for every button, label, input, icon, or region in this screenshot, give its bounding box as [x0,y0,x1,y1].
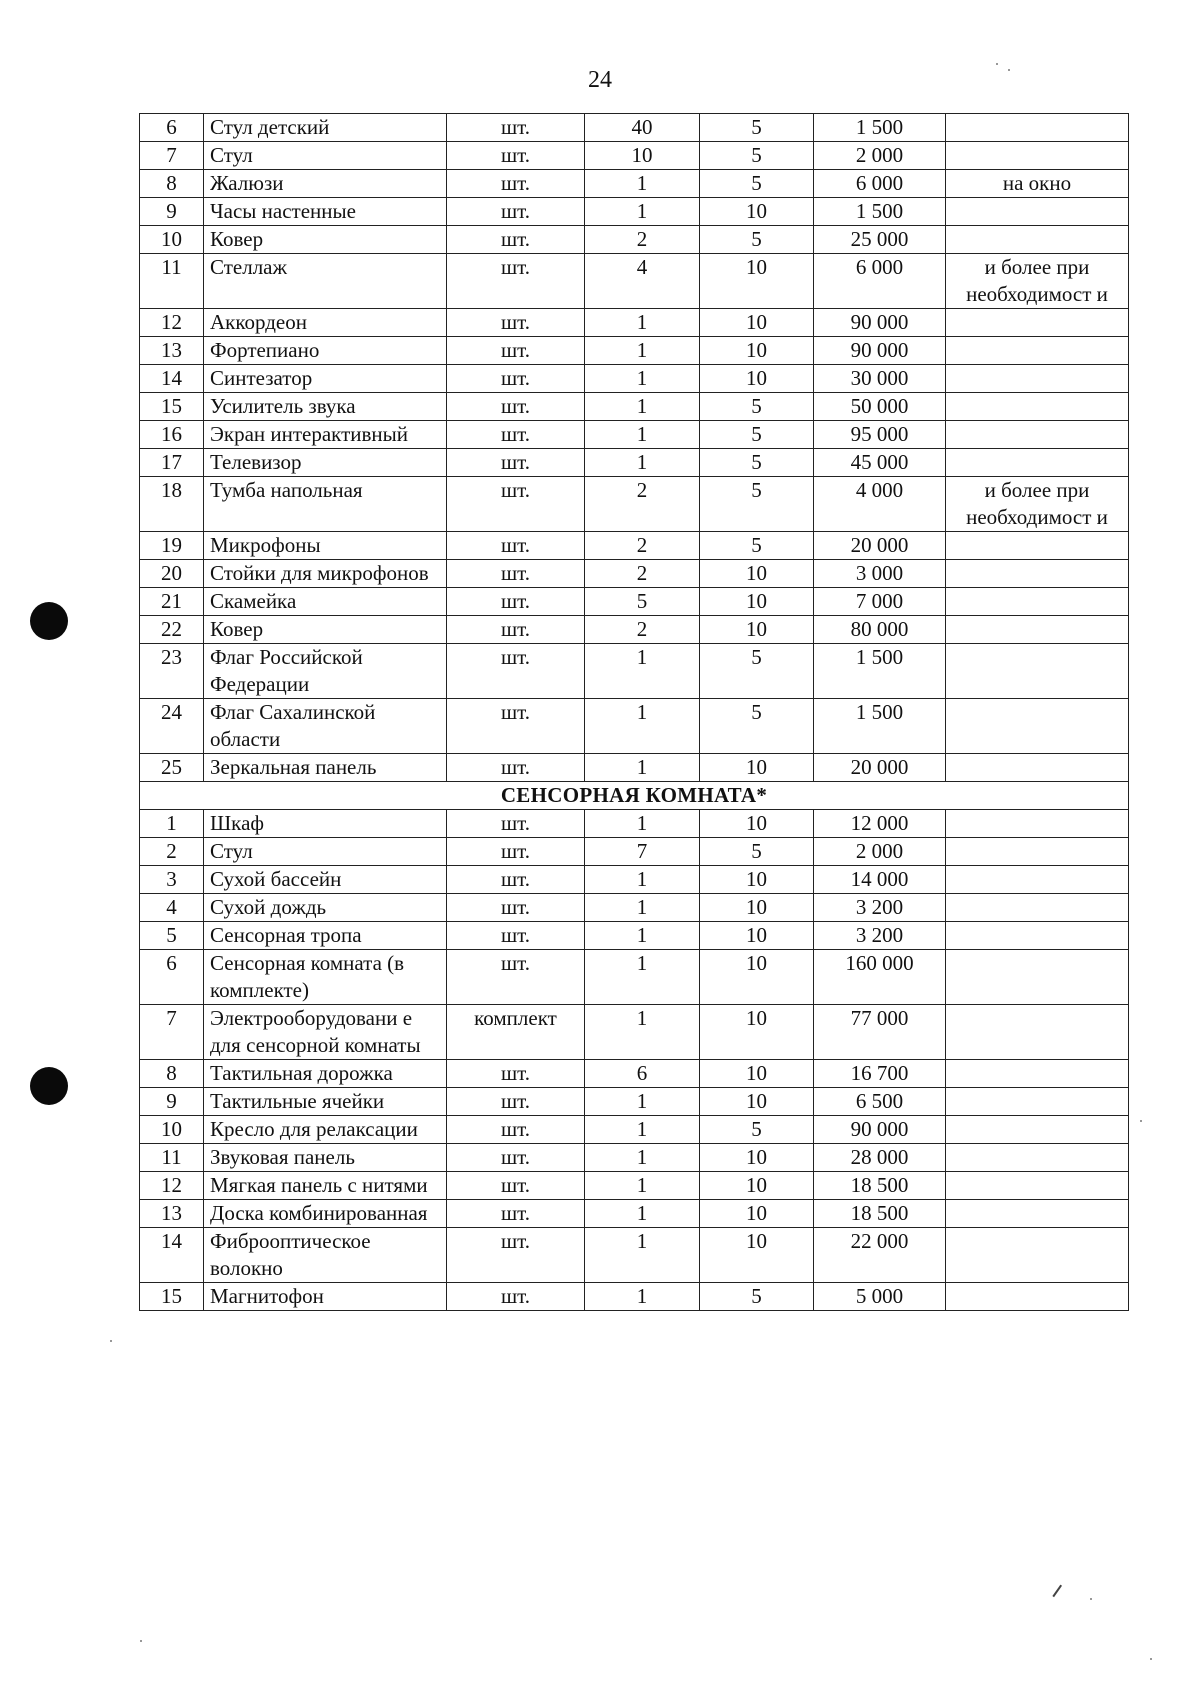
quantity-cell: 40 [585,114,700,142]
quantity-cell: 1 [585,894,700,922]
price-cell: 14 000 [814,866,946,894]
unit-cell: шт. [447,616,585,644]
table-row [140,644,1129,699]
table-row [140,950,1129,1005]
row-number: 8 [140,170,204,198]
note-cell [946,226,1129,254]
table-row [140,309,1129,337]
note-cell: и более при необходимост и [946,254,1129,309]
table-row [140,170,1129,198]
quantity-cell: 1 [585,810,700,838]
row-number: 7 [140,1005,204,1060]
quantity-cell: 1 [585,365,700,393]
unit-cell: шт. [447,393,585,421]
quantity-cell: 1 [585,1172,700,1200]
quantity-cell: 1 [585,644,700,699]
quantity-cell: 2 [585,226,700,254]
service-years-cell: 5 [700,142,814,170]
scan-speck [1008,69,1010,71]
quantity-cell: 2 [585,477,700,532]
table-row [140,532,1129,560]
note-cell [946,1088,1129,1116]
price-cell: 50 000 [814,393,946,421]
price-cell: 2 000 [814,838,946,866]
quantity-cell: 1 [585,309,700,337]
item-name: Ковер [204,616,447,644]
row-number: 23 [140,644,204,699]
service-years-cell: 10 [700,1200,814,1228]
item-name: Стойки для микрофонов [204,560,447,588]
row-number: 9 [140,198,204,226]
unit-cell: шт. [447,449,585,477]
item-name: Синтезатор [204,365,447,393]
quantity-cell: 1 [585,1088,700,1116]
table-row [140,560,1129,588]
row-number: 21 [140,588,204,616]
item-name: Скамейка [204,588,447,616]
item-name: Микрофоны [204,532,447,560]
unit-cell: шт. [447,838,585,866]
note-cell [946,337,1129,365]
row-number: 6 [140,114,204,142]
service-years-cell: 10 [700,754,814,782]
price-cell: 20 000 [814,754,946,782]
note-cell [946,838,1129,866]
table-row [140,226,1129,254]
quantity-cell: 1 [585,754,700,782]
service-years-cell: 10 [700,1144,814,1172]
row-number: 4 [140,894,204,922]
item-name: Фиброоптическое волокно [204,1228,447,1283]
service-years-cell: 10 [700,1005,814,1060]
unit-cell: шт. [447,226,585,254]
table-row [140,616,1129,644]
item-name: Флаг Сахалинской области [204,699,447,754]
service-years-cell: 5 [700,532,814,560]
unit-cell: шт. [447,894,585,922]
service-years-cell: 10 [700,588,814,616]
note-cell [946,616,1129,644]
price-cell: 6 500 [814,1088,946,1116]
price-cell: 25 000 [814,226,946,254]
unit-cell: шт. [447,1060,585,1088]
service-years-cell: 10 [700,1088,814,1116]
note-cell [946,754,1129,782]
note-cell [946,1060,1129,1088]
item-name: Флаг Российской Федерации [204,644,447,699]
unit-cell: шт. [447,198,585,226]
service-years-cell: 10 [700,950,814,1005]
note-cell [946,1144,1129,1172]
price-cell: 1 500 [814,644,946,699]
service-years-cell: 10 [700,866,814,894]
row-number: 16 [140,421,204,449]
item-name: Экран интерактивный [204,421,447,449]
service-years-cell: 5 [700,114,814,142]
quantity-cell: 6 [585,1060,700,1088]
service-years-cell: 10 [700,1228,814,1283]
note-cell [946,1116,1129,1144]
unit-cell: шт. [447,950,585,1005]
price-cell: 80 000 [814,616,946,644]
row-number: 7 [140,142,204,170]
item-name: Сенсорная комната (в комплекте) [204,950,447,1005]
note-cell [946,1005,1129,1060]
quantity-cell: 2 [585,560,700,588]
service-years-cell: 10 [700,894,814,922]
note-cell [946,114,1129,142]
service-years-cell: 10 [700,254,814,309]
quantity-cell: 1 [585,198,700,226]
item-name: Часы настенные [204,198,447,226]
note-cell [946,142,1129,170]
price-cell: 1 500 [814,699,946,754]
price-cell: 3 000 [814,560,946,588]
item-name: Ковер [204,226,447,254]
service-years-cell: 5 [700,699,814,754]
item-name: Звуковая панель [204,1144,447,1172]
price-cell: 45 000 [814,449,946,477]
row-number: 10 [140,1116,204,1144]
table-row [140,1200,1129,1228]
item-name: Шкаф [204,810,447,838]
item-name: Жалюзи [204,170,447,198]
row-number: 18 [140,477,204,532]
quantity-cell: 2 [585,616,700,644]
note-cell [946,1200,1129,1228]
item-name: Зеркальная панель [204,754,447,782]
unit-cell: шт. [447,170,585,198]
table-row [140,922,1129,950]
row-number: 2 [140,838,204,866]
table-row [140,421,1129,449]
table-row [140,142,1129,170]
service-years-cell: 5 [700,1283,814,1311]
quantity-cell: 1 [585,1200,700,1228]
quantity-cell: 2 [585,532,700,560]
row-number: 13 [140,337,204,365]
price-cell: 18 500 [814,1200,946,1228]
item-name: Электрооборудовани е для сенсорной комнаты [204,1005,447,1060]
note-cell [946,393,1129,421]
punch-hole-lower [30,1067,68,1105]
table-row [140,699,1129,754]
scan-speck [110,1340,112,1342]
price-cell: 5 000 [814,1283,946,1311]
unit-cell: шт. [447,560,585,588]
scan-speck [996,63,998,65]
unit-cell: шт. [447,1088,585,1116]
price-cell: 3 200 [814,922,946,950]
item-name: Фортепиано [204,337,447,365]
service-years-cell: 10 [700,922,814,950]
table-body-part1 [140,114,1129,782]
unit-cell: шт. [447,421,585,449]
service-years-cell: 10 [700,198,814,226]
unit-cell: шт. [447,644,585,699]
price-cell: 1 500 [814,198,946,226]
section-row [140,782,1129,810]
row-number: 12 [140,309,204,337]
note-cell [946,810,1129,838]
table-row [140,449,1129,477]
table-row [140,337,1129,365]
table-row [140,254,1129,309]
unit-cell: шт. [447,699,585,754]
price-cell: 22 000 [814,1228,946,1283]
note-cell [946,421,1129,449]
note-cell [946,1172,1129,1200]
item-name: Доска комбинированная [204,1200,447,1228]
service-years-cell: 5 [700,477,814,532]
quantity-cell: 7 [585,838,700,866]
note-cell [946,894,1129,922]
table-row [140,198,1129,226]
inventory-table [139,113,1129,1311]
item-name: Тактильная дорожка [204,1060,447,1088]
note-cell [946,588,1129,616]
item-name: Тумба напольная [204,477,447,532]
note-cell: на окно [946,170,1129,198]
item-name: Кресло для релаксации [204,1116,447,1144]
note-cell [946,449,1129,477]
row-number: 12 [140,1172,204,1200]
section-header [140,782,1129,810]
quantity-cell: 10 [585,142,700,170]
service-years-cell: 10 [700,810,814,838]
note-cell: и более при необходимост и [946,477,1129,532]
unit-cell: шт. [447,922,585,950]
table-row [140,894,1129,922]
price-cell: 1 500 [814,114,946,142]
quantity-cell: 1 [585,699,700,754]
note-cell [946,644,1129,699]
quantity-cell: 1 [585,337,700,365]
unit-cell: шт. [447,532,585,560]
row-number: 5 [140,922,204,950]
quantity-cell: 4 [585,254,700,309]
note-cell [946,309,1129,337]
item-name: Мягкая панель с нитями [204,1172,447,1200]
price-cell: 90 000 [814,1116,946,1144]
price-cell: 30 000 [814,365,946,393]
service-years-cell: 10 [700,560,814,588]
row-number: 22 [140,616,204,644]
unit-cell: шт. [447,477,585,532]
row-number: 20 [140,560,204,588]
row-number: 9 [140,1088,204,1116]
quantity-cell: 1 [585,1005,700,1060]
row-number: 13 [140,1200,204,1228]
unit-cell: шт. [447,754,585,782]
note-cell [946,699,1129,754]
item-name: Усилитель звука [204,393,447,421]
note-cell [946,198,1129,226]
quantity-cell: 1 [585,866,700,894]
table-row [140,754,1129,782]
table-row [140,1116,1129,1144]
table-row [140,1172,1129,1200]
price-cell: 6 000 [814,254,946,309]
unit-cell: шт. [447,1172,585,1200]
row-number: 6 [140,950,204,1005]
service-years-cell: 5 [700,1116,814,1144]
scan-speck [1150,1658,1152,1660]
service-years-cell: 5 [700,421,814,449]
note-cell [946,1283,1129,1311]
quantity-cell: 1 [585,1228,700,1283]
price-cell: 90 000 [814,337,946,365]
row-number: 25 [140,754,204,782]
row-number: 17 [140,449,204,477]
item-name: Сухой дождь [204,894,447,922]
quantity-cell: 1 [585,170,700,198]
note-cell [946,560,1129,588]
row-number: 15 [140,1283,204,1311]
price-cell: 12 000 [814,810,946,838]
note-cell [946,866,1129,894]
table-row [140,1088,1129,1116]
item-name: Телевизор [204,449,447,477]
price-cell: 77 000 [814,1005,946,1060]
note-cell [946,950,1129,1005]
quantity-cell: 1 [585,393,700,421]
scan-speck [140,1640,142,1642]
service-years-cell: 5 [700,449,814,477]
price-cell: 90 000 [814,309,946,337]
table-row [140,1228,1129,1283]
table-row [140,838,1129,866]
quantity-cell: 1 [585,449,700,477]
page-number: 24 [588,67,612,93]
price-cell: 18 500 [814,1172,946,1200]
item-name: Стул [204,838,447,866]
punch-hole-upper [30,602,68,640]
unit-cell: шт. [447,365,585,393]
quantity-cell: 1 [585,1116,700,1144]
service-years-cell: 10 [700,1172,814,1200]
unit-cell: шт. [447,810,585,838]
price-cell: 95 000 [814,421,946,449]
item-name: Магнитофон [204,1283,447,1311]
table-row [140,1060,1129,1088]
price-cell: 3 200 [814,894,946,922]
unit-cell: шт. [447,254,585,309]
quantity-cell: 1 [585,950,700,1005]
unit-cell: шт. [447,1144,585,1172]
quantity-cell: 5 [585,588,700,616]
table-row [140,1283,1129,1311]
item-name: Стул [204,142,447,170]
unit-cell: шт. [447,1283,585,1311]
price-cell: 2 000 [814,142,946,170]
service-years-cell: 5 [700,644,814,699]
quantity-cell: 1 [585,421,700,449]
scan-speck [1090,1598,1092,1600]
row-number: 14 [140,1228,204,1283]
table-row [140,393,1129,421]
item-name: Тактильные ячейки [204,1088,447,1116]
unit-cell: шт. [447,1116,585,1144]
table-row [140,114,1129,142]
table-row [140,365,1129,393]
table-row [140,1144,1129,1172]
price-cell: 6 000 [814,170,946,198]
note-cell [946,922,1129,950]
note-cell [946,1228,1129,1283]
price-cell: 7 000 [814,588,946,616]
unit-cell: шт. [447,114,585,142]
table-row [140,866,1129,894]
item-name: Стул детский [204,114,447,142]
service-years-cell: 10 [700,1060,814,1088]
table-row [140,477,1129,532]
item-name: Аккордеон [204,309,447,337]
unit-cell: шт. [447,309,585,337]
unit-cell: шт. [447,866,585,894]
service-years-cell: 10 [700,337,814,365]
item-name: Сухой бассейн [204,866,447,894]
service-years-cell: 10 [700,309,814,337]
unit-cell: шт. [447,1228,585,1283]
row-number: 11 [140,1144,204,1172]
unit-cell: шт. [447,1200,585,1228]
note-cell [946,365,1129,393]
table-row [140,810,1129,838]
row-number: 10 [140,226,204,254]
table-row [140,588,1129,616]
row-number: 15 [140,393,204,421]
row-number: 1 [140,810,204,838]
unit-cell: комплект [447,1005,585,1060]
section-title: СЕНСОРНАЯ КОМНАТА* [140,782,1129,810]
item-name: Сенсорная тропа [204,922,447,950]
row-number: 14 [140,365,204,393]
service-years-cell: 10 [700,616,814,644]
quantity-cell: 1 [585,1144,700,1172]
price-cell: 4 000 [814,477,946,532]
quantity-cell: 1 [585,922,700,950]
row-number: 11 [140,254,204,309]
unit-cell: шт. [447,588,585,616]
price-cell: 20 000 [814,532,946,560]
price-cell: 28 000 [814,1144,946,1172]
table-body-part2 [140,810,1129,1311]
row-number: 8 [140,1060,204,1088]
unit-cell: шт. [447,142,585,170]
service-years-cell: 5 [700,393,814,421]
quantity-cell: 1 [585,1283,700,1311]
unit-cell: шт. [447,337,585,365]
pen-mark [1052,1585,1061,1597]
row-number: 24 [140,699,204,754]
row-number: 19 [140,532,204,560]
price-cell: 160 000 [814,950,946,1005]
row-number: 3 [140,866,204,894]
service-years-cell: 10 [700,365,814,393]
scan-speck [1140,1120,1142,1122]
service-years-cell: 5 [700,226,814,254]
note-cell [946,532,1129,560]
table-row [140,1005,1129,1060]
price-cell: 16 700 [814,1060,946,1088]
item-name: Стеллаж [204,254,447,309]
service-years-cell: 5 [700,170,814,198]
service-years-cell: 5 [700,838,814,866]
